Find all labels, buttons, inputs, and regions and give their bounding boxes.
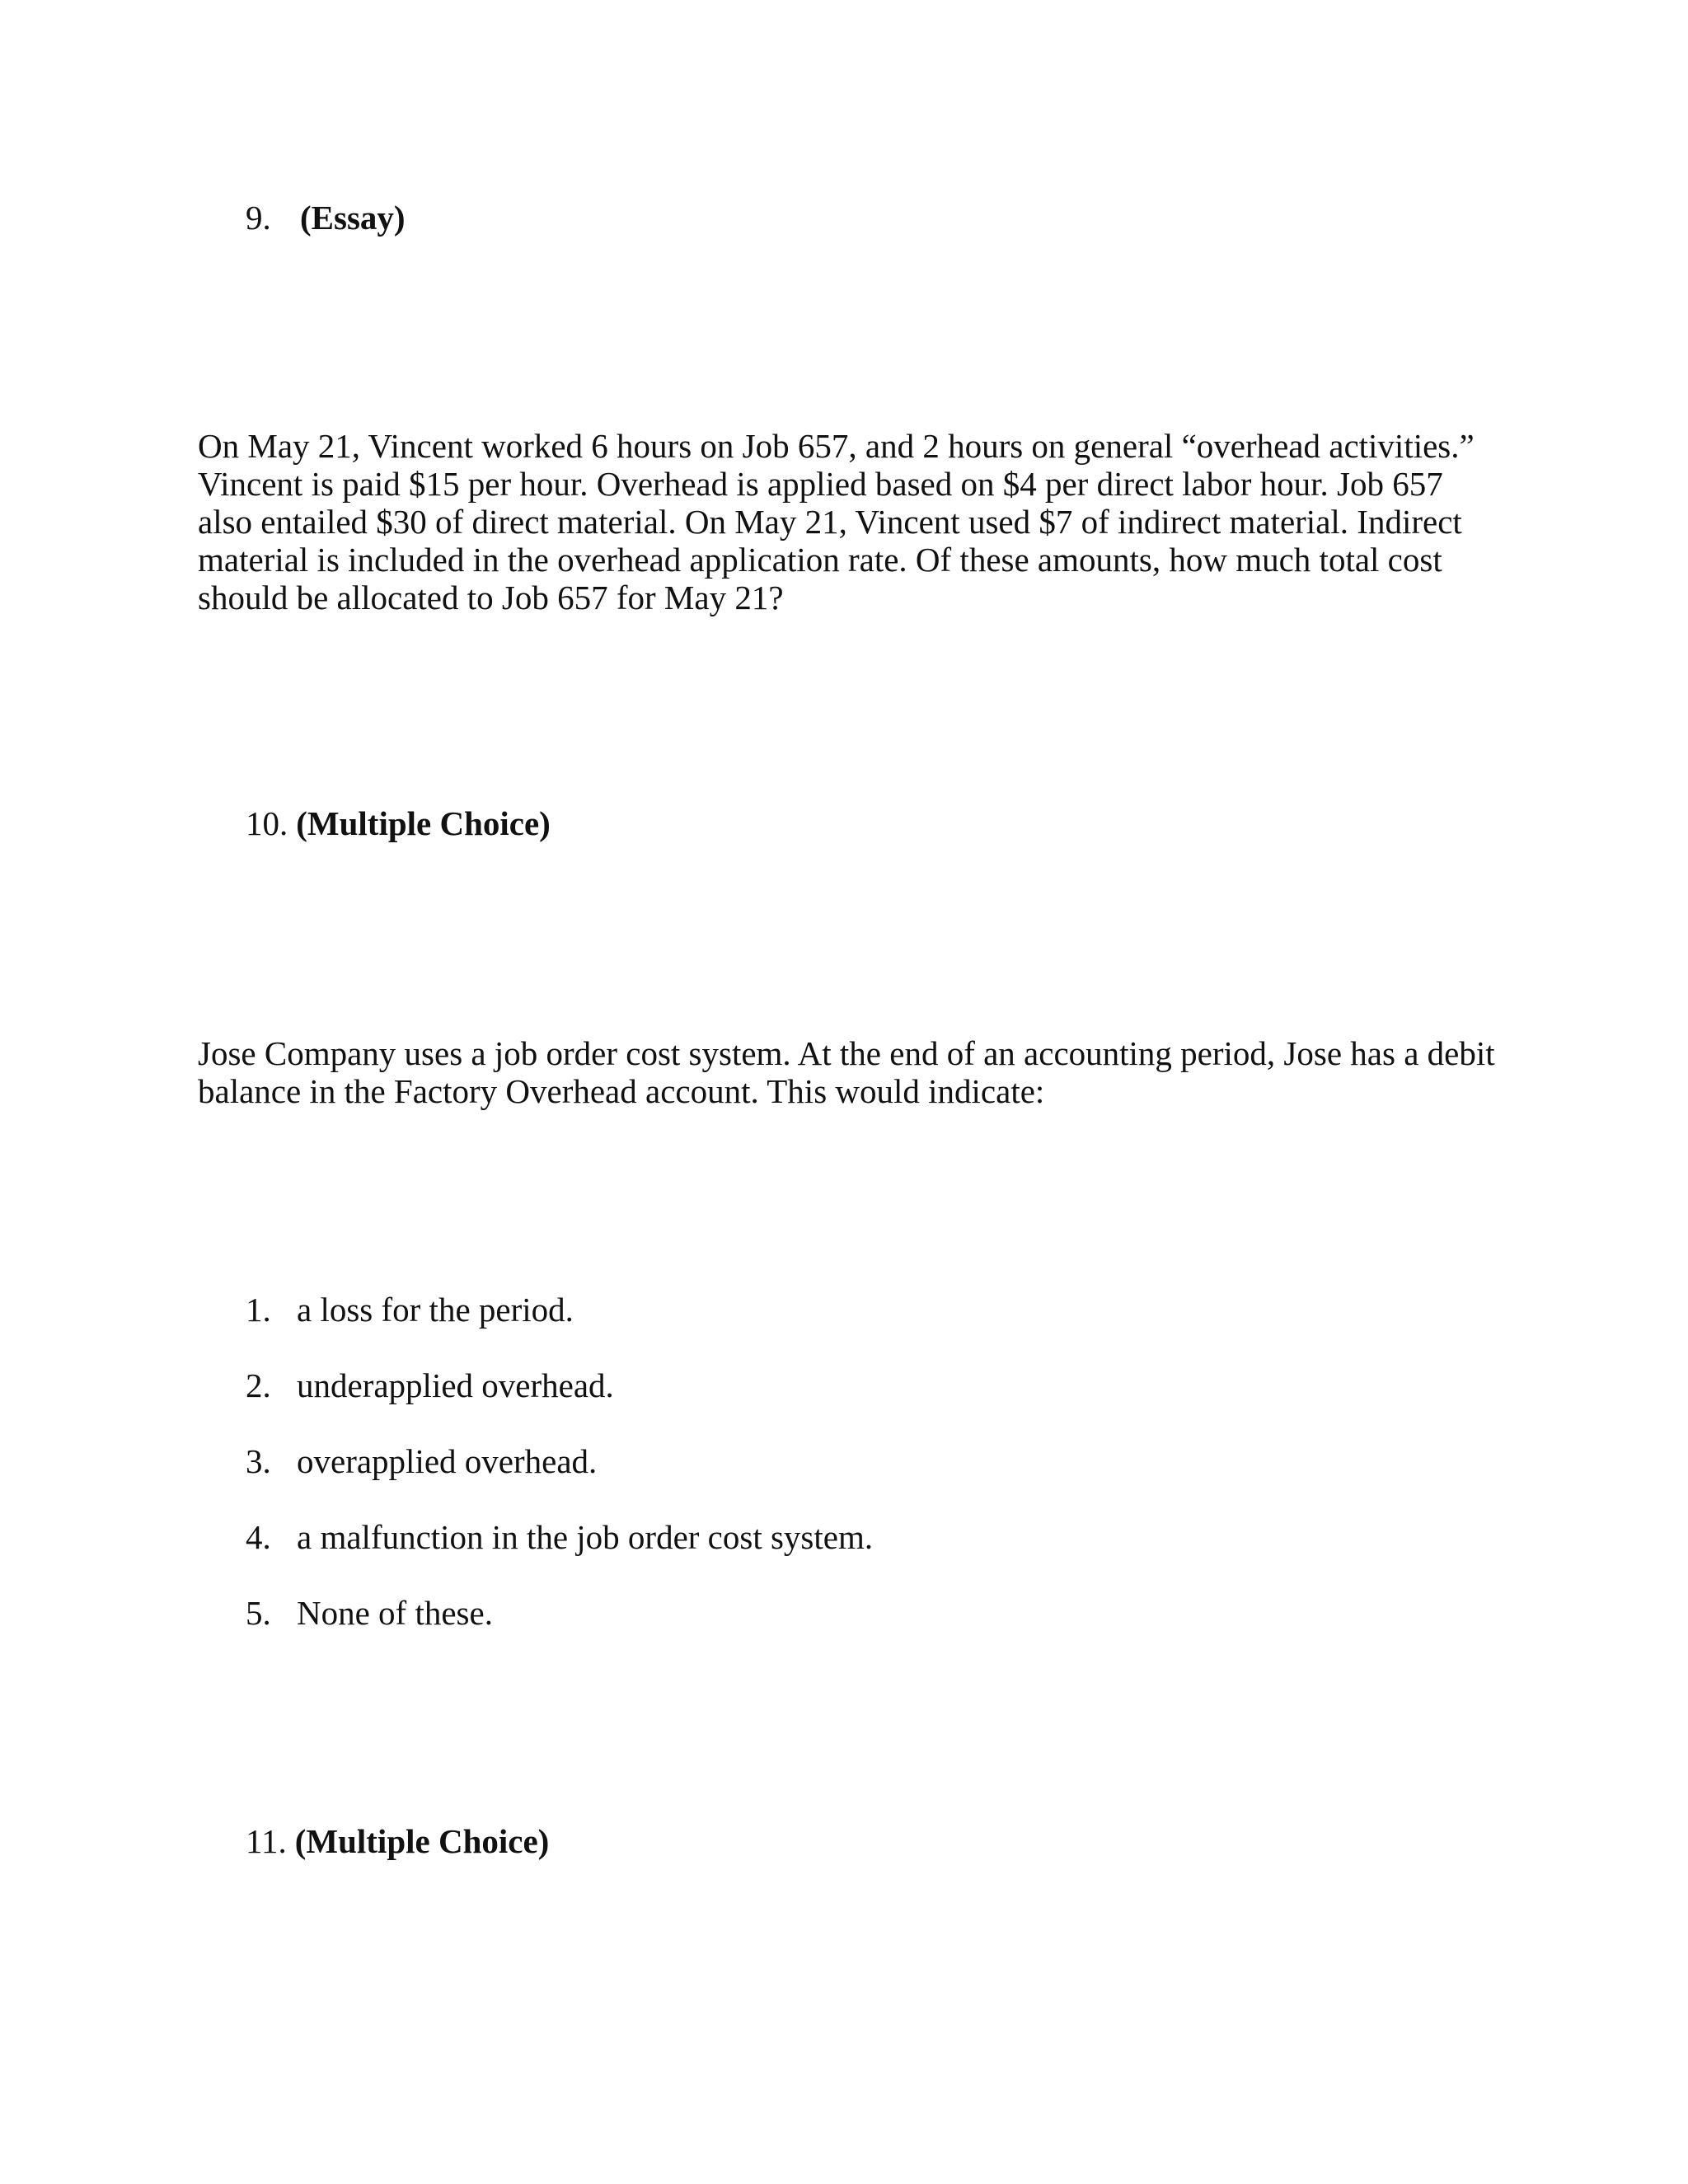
- choice-text: None of these.: [297, 1594, 493, 1632]
- choice-number: 3.: [246, 1442, 271, 1480]
- question-type: (Multiple Choice): [294, 1822, 550, 1860]
- question-type: (Multiple Choice): [296, 804, 551, 842]
- question-type: (Essay): [300, 199, 406, 237]
- choice-number: 2.: [246, 1366, 271, 1404]
- question-number: 11.: [246, 1822, 287, 1860]
- question-10-heading: [246, 804, 551, 843]
- answer-choice: [246, 1517, 873, 1593]
- stem-line: On May 21, Vincent worked 6 hours on Job 657, and 2 hours on general “overhead activities.”: [198, 427, 1475, 465]
- choice-text: overapplied overhead.: [297, 1442, 598, 1480]
- choice-number: 5.: [246, 1594, 271, 1632]
- choice-number: 4.: [246, 1518, 271, 1556]
- question-number: 9.: [246, 199, 271, 237]
- question-9-heading: [246, 198, 406, 237]
- choice-text: a malfunction in the job order cost system.: [297, 1518, 874, 1556]
- stem-line: balance in the Factory Overhead account. This would indicate:: [198, 1072, 1045, 1110]
- answer-choice: [246, 1290, 873, 1366]
- stem-line: also entailed $30 of direct material. On May 21, Vincent used $7 of indirect material. Indirect: [198, 503, 1462, 541]
- stem-line: should be allocated to Job 657 for May 21?: [198, 579, 784, 616]
- answer-choice: [246, 1593, 873, 1669]
- stem-line: Vincent is paid $15 per hour. Overhead is applied based on $4 per direct labor hour. Job 657: [198, 465, 1443, 503]
- answer-choices: [246, 1290, 873, 1669]
- question-10-stem: [198, 1034, 1517, 1110]
- choice-text: a loss for the period.: [297, 1291, 574, 1329]
- choice-text: underapplied overhead.: [297, 1366, 614, 1404]
- question-11-heading: [246, 1821, 549, 1861]
- question-number: 10.: [246, 804, 288, 842]
- stem-line: Jose Company uses a job order cost system. At the end of an accounting period, Jose has a debit: [198, 1034, 1495, 1072]
- question-9-stem: [198, 427, 1517, 616]
- choice-number: 1.: [246, 1291, 271, 1329]
- stem-line: material is included in the overhead application rate. Of these amounts, how much total cost: [198, 541, 1442, 579]
- answer-choice: [246, 1441, 873, 1517]
- answer-choice: [246, 1366, 873, 1441]
